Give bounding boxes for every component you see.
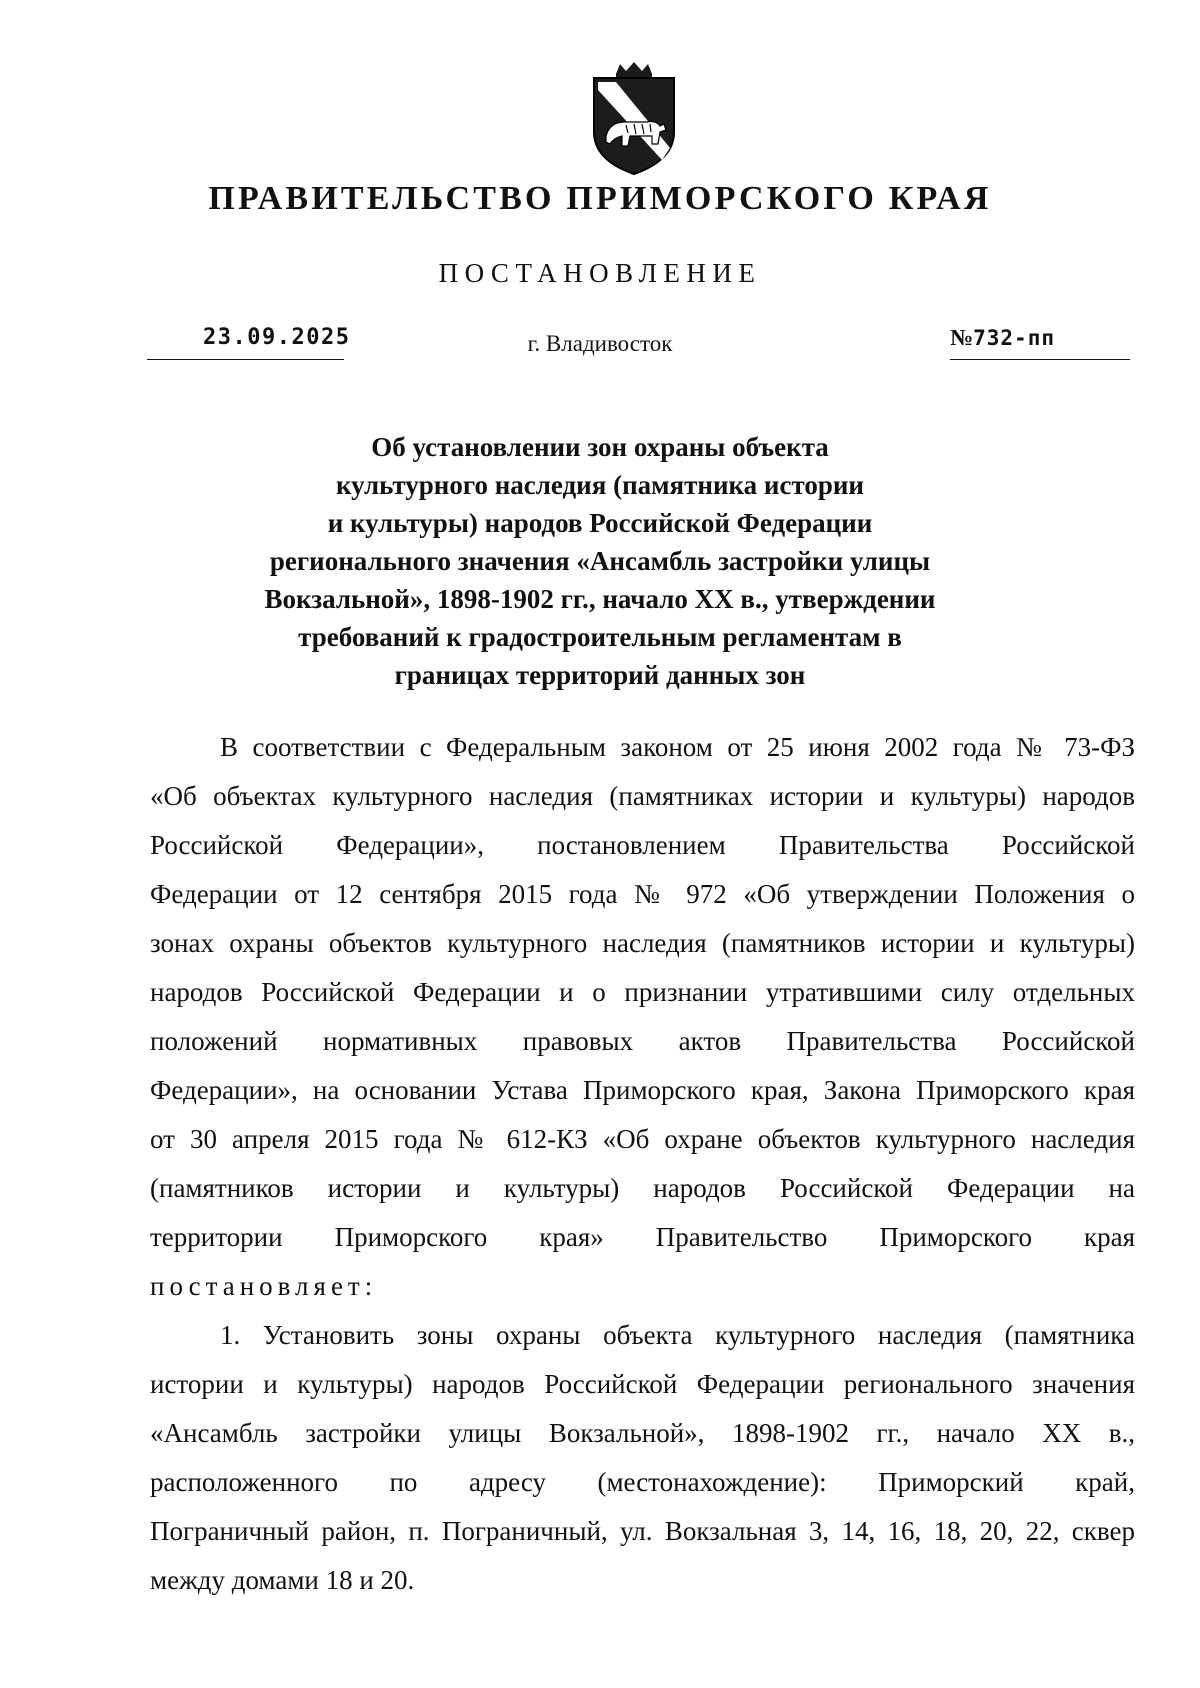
body-line: «Ансамбль застройки улицы Вокзальной», 1898-1902 гг., начало XX в., — [150, 1418, 1135, 1448]
document-body — [150, 723, 1135, 1605]
number-value: 732-пп — [973, 326, 1055, 350]
document-type: ПОСТАНОВЛЕНИЕ — [438, 258, 762, 288]
body-line: истории и культуры) народов Российской Федерации регионального значения — [150, 1369, 1135, 1399]
document-city: г. Владивосток — [527, 331, 673, 356]
date-underline — [147, 359, 344, 360]
body-line: положений нормативных правовых актов Правительства Российской — [150, 1026, 1135, 1056]
body-line: Федерации», на основании Устава Приморского края, Закона Приморского края — [150, 1075, 1135, 1105]
body-line: 1. Установить зоны охраны объекта культурного наследия (памятника — [220, 1320, 1135, 1350]
body-line: от 30 апреля 2015 года № 612-КЗ «Об охране объектов культурного наследия — [150, 1124, 1135, 1154]
body-line: территории Приморского края» Правительство Приморского края — [150, 1222, 1135, 1252]
subject-line: Вокзальной», 1898-1902 гг., начало XX в., утверждении — [264, 584, 936, 614]
subject-line: требований к градостроительным регламентам в — [298, 622, 902, 652]
body-line: Российской Федерации», постановлением Правительства Российской — [150, 830, 1135, 860]
document-date: 23.09.2025 — [203, 325, 351, 350]
body-line: (памятников истории и культуры) народов Российской Федерации на — [150, 1173, 1135, 1203]
subject-line: границах территорий данных зон — [394, 660, 806, 690]
resolution-word: постановляет: — [150, 1271, 378, 1301]
number-sign: № — [950, 325, 974, 350]
subject-line: культурного наследия (памятника истории — [335, 470, 864, 500]
organization-title: ПРАВИТЕЛЬСТВО ПРИМОРСКОГО КРАЯ — [208, 180, 992, 217]
document-subject — [200, 428, 1000, 694]
subject-line: Об установлении зон охраны объекта — [371, 432, 829, 462]
subject-line: и культуры) народов Российской Федерации — [327, 508, 873, 538]
body-line: расположенного по адресу (местонахождение): Приморский край, — [150, 1467, 1135, 1497]
body-line: В соответствии с Федеральным законом от 25 июня 2002 года № 73-ФЗ — [220, 732, 1135, 762]
number-underline — [950, 359, 1130, 360]
body-line: «Об объектах культурного наследия (памятниках истории и культуры) народов — [150, 781, 1135, 811]
document-number — [950, 325, 1055, 351]
coat-of-arms-icon — [586, 62, 682, 176]
body-line: Пограничный район, п. Пограничный, ул. Вокзальная 3, 14, 16, 18, 20, 22, сквер — [150, 1516, 1135, 1546]
subject-line: регионального значения «Ансамбль застройки улицы — [269, 546, 931, 576]
body-line: между домами 18 и 20. — [150, 1565, 415, 1595]
body-line: зонах охраны объектов культурного наследия (памятников истории и культуры) — [150, 928, 1135, 958]
body-line: народов Российской Федерации и о признании утратившими силу отдельных — [150, 977, 1135, 1007]
body-line: Федерации от 12 сентября 2015 года № 972 «Об утверждении Положения о — [150, 879, 1135, 909]
